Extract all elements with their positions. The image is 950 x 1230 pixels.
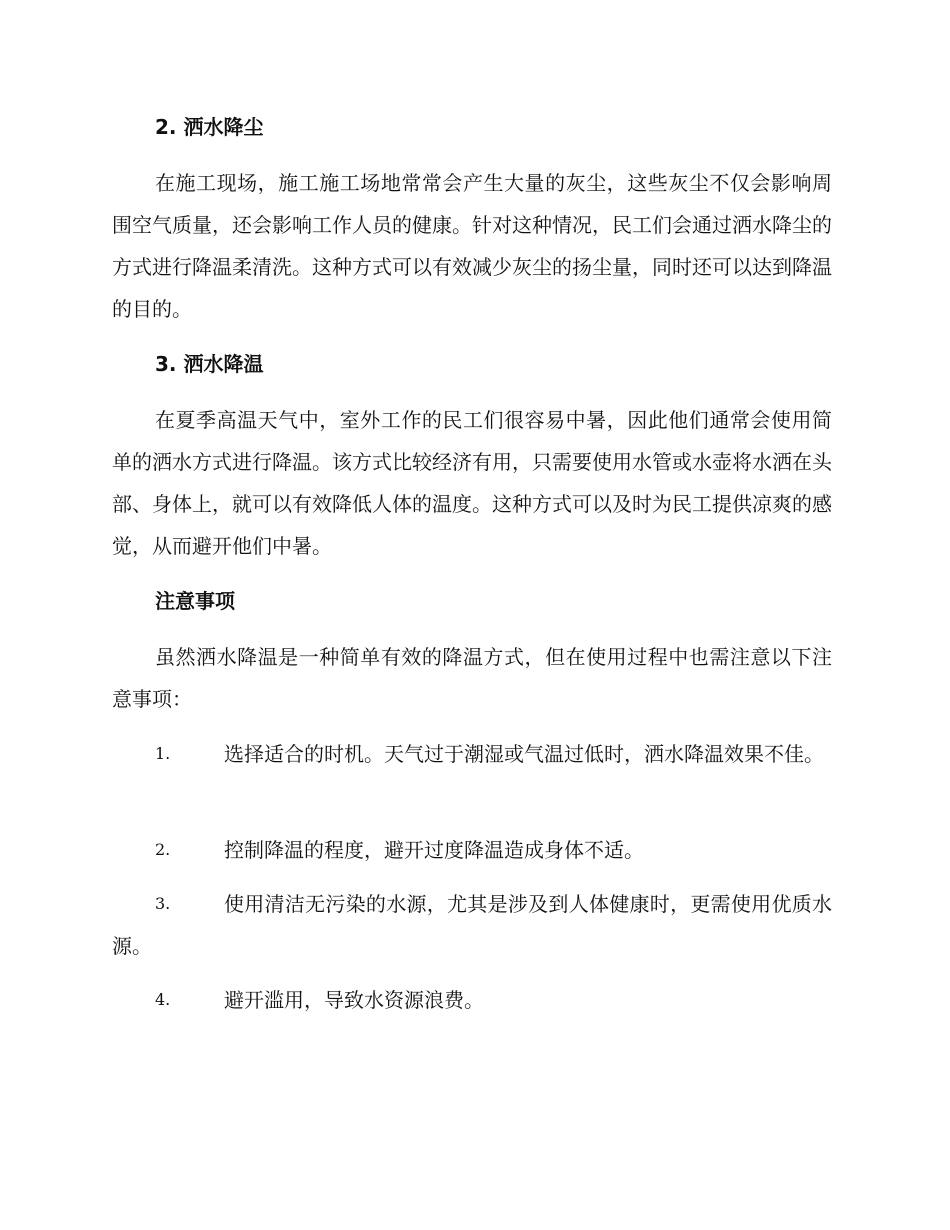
section-paragraph-dust: 在施工现场，施工施工场地常常会产生大量的灰尘，这些灰尘不仅会影响周围空气质量，还会影响工作人员的健康。针对这种情况，民工们会通过洒水降尘的方式进行降温柔清洗。这种方式可以有效减少灰尘的扬尘量，同时还可以达到降温的目的。 [112,171,832,321]
list-item [112,829,832,871]
list-item [112,979,832,1021]
list-item-text: 选择适合的时机。天气过于潮湿或气温过低时，洒水降温效果不佳。 [224,742,824,766]
list-item-number: 3. [155,894,171,913]
section-heading-cooling: 3. 洒水降温 [155,352,264,376]
list-item [112,733,832,775]
section-paragraph-cooling: 在夏季高温天气中，室外工作的民工们很容易中暑，因此他们通常会使用简单的洒水方式进行降温。该方式比较经济有用，只需要使用水管或水壶将水洒在头部、身体上，就可以有效降低人体的温度。这种方式可以及时为民工提供凉爽的感觉，从而避开他们中暑。 [112,408,832,558]
list-item-text: 使用清洁无污染的水源，尤其是涉及到人体健康时，更需使用优质水源。 [112,892,832,958]
list-item-number: 1. [155,744,171,763]
list-item-number: 2. [155,840,171,859]
section-paragraph-precautions: 虽然洒水降温是一种简单有效的降温方式，但在使用过程中也需注意以下注意事项： [112,645,832,711]
section-heading-dust: 2. 洒水降尘 [155,115,264,139]
section-heading-precautions: 注意事项 [155,589,235,613]
list-item-text: 控制降温的程度，避开过度降温造成身体不适。 [224,838,644,862]
list-item [112,883,832,967]
list-item-number: 4. [155,990,171,1009]
list-item-text: 避开滥用，导致水资源浪费。 [224,988,484,1012]
